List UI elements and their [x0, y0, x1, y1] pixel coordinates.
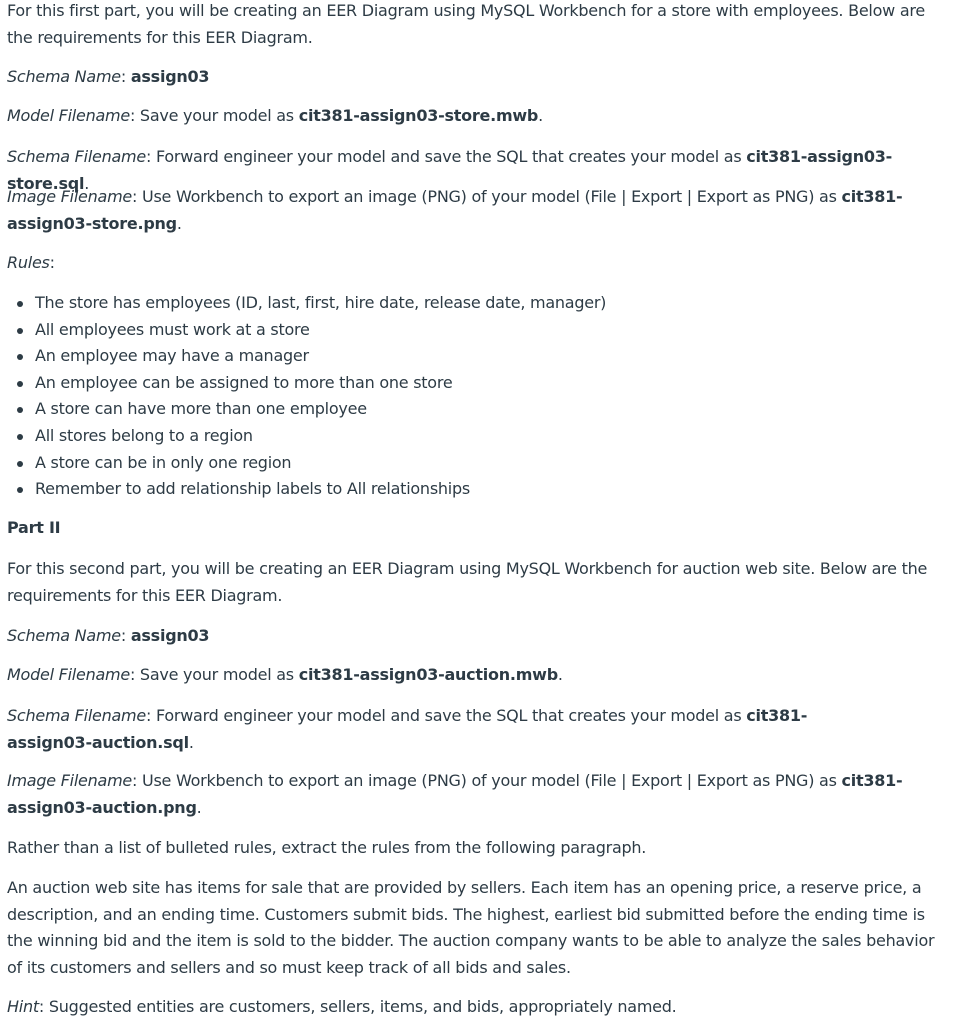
schema-filename-label: Schema Filename: [7, 706, 146, 725]
model-filename-label: Model Filename: [7, 106, 130, 125]
part2-rules-note: Rather than a list of bulleted rules, extract the rules from the following paragraph.: [7, 838, 647, 857]
list-item: All employees must work at a store: [35, 317, 606, 344]
list-item: The store has employees (ID, last, first, hire date, release date, manager): [35, 290, 606, 317]
list-item: All stores belong to a region: [35, 423, 606, 450]
list-item: A store can have more than one employee: [35, 396, 606, 423]
schema-name-value: assign03: [130, 626, 210, 645]
part2-schema-name: Schema Name: assign03: [7, 626, 210, 645]
image-filename-value: cit381-assign03-auction.png: [7, 771, 903, 817]
part1-model-filename: Model Filename: Save your model as cit381-assign03-store.mwb.: [7, 106, 543, 125]
part2-model-filename: Model Filename: Save your model as cit381-assign03-auction.mwb.: [7, 665, 563, 684]
part1-schema-filename: Schema Filename: Forward engineer your model and save the SQL that creates your model as cit381-assign03-store.sql.: [7, 147, 892, 193]
image-filename-label: Image Filename: [7, 187, 133, 206]
image-filename-text: Use Workbench to export an image (PNG) of your model (File | Export | Export as PNG) as: [142, 187, 842, 206]
model-filename-text: Save your model as: [139, 665, 299, 684]
model-filename-text: Save your model as: [139, 106, 299, 125]
part2-hint: Hint: Suggested entities are customers, sellers, items, and bids, appropriately named.: [7, 997, 677, 1016]
part1-schema-name: Schema Name: assign03: [7, 67, 210, 86]
image-filename-text: Use Workbench to export an image (PNG) of your model (File | Export | Export as PNG) as: [142, 771, 842, 790]
part1-image-filename: Image Filename: Use Workbench to export an image (PNG) of your model (File | Export | Export as PNG) as cit381-assign03-store.png.: [7, 187, 903, 233]
schema-name-label: Schema Name: [7, 626, 121, 645]
rules-list: [7, 290, 606, 503]
schema-filename-text: Forward engineer your model and save the SQL that creates your model as: [155, 147, 747, 166]
model-filename-value: cit381-assign03-store.mwb: [298, 106, 539, 125]
schema-filename-value: cit381-assign03-store.sql: [7, 147, 892, 193]
hint-label: Hint: [7, 997, 39, 1016]
part2-image-filename: Image Filename: Use Workbench to export an image (PNG) of your model (File | Export | Export as PNG) as cit381-assign03-auction.png.: [7, 771, 903, 817]
image-filename-label: Image Filename: [7, 771, 133, 790]
model-filename-value: cit381-assign03-auction.mwb: [298, 665, 558, 684]
schema-filename-label: Schema Filename: [7, 147, 146, 166]
image-filename-value: cit381-assign03-store.png: [7, 187, 903, 233]
part2-paragraph: An auction web site has items for sale that are provided by sellers. Each item has an opening price, a reserve price, a description, and an ending time. Customers submit bids. The highest, earliest bid submitted before the ending time is the winning bid and the item is sold to the bidder. The auction company wants to be able to analyze the sales behavior of its customers and sellers and so must keep track of all bids and sales.: [7, 878, 935, 977]
part2-intro: For this second part, you will be creating an EER Diagram using MySQL Workbench for auction web site. Below are the requirements for this EER Diagram.: [7, 559, 928, 605]
part1-rules-label: Rules:: [7, 253, 55, 272]
schema-filename-value: cit381-assign03-auction.sql: [7, 706, 808, 752]
list-item: An employee may have a manager: [35, 343, 606, 370]
list-item: An employee can be assigned to more than one store: [35, 370, 606, 397]
hint-text: Suggested entities are customers, sellers, items, and bids, appropriately named.: [48, 997, 677, 1016]
list-item: A store can be in only one region: [35, 450, 606, 477]
schema-filename-text: Forward engineer your model and save the SQL that creates your model as: [155, 706, 747, 725]
model-filename-label: Model Filename: [7, 665, 130, 684]
part2-heading: Part II: [7, 518, 61, 537]
schema-name-value: assign03: [130, 67, 210, 86]
schema-name-label: Schema Name: [7, 67, 121, 86]
part2-schema-filename: Schema Filename: Forward engineer your model and save the SQL that creates your model as cit381-assign03-auction.sql.: [7, 706, 808, 752]
part1-intro: For this first part, you will be creating an EER Diagram using MySQL Workbench for a store with employees. Below are the requirements for this EER Diagram.: [7, 1, 925, 47]
rules-label: Rules: [7, 253, 50, 272]
list-item: Remember to add relationship labels to All relationships: [35, 476, 606, 503]
